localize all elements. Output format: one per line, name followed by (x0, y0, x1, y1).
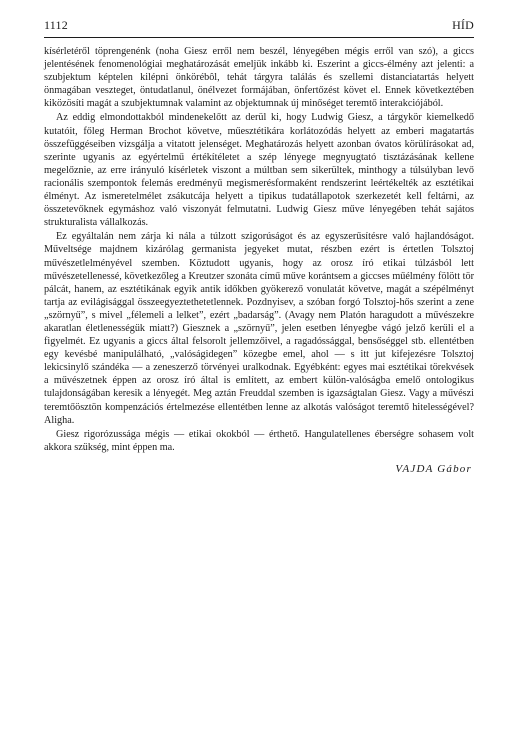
page-header (44, 18, 474, 33)
document-page (44, 18, 474, 475)
header-rule (44, 37, 474, 38)
page-number: 1112 (44, 18, 68, 32)
journal-title: HÍD (452, 18, 474, 32)
paragraph: kísérletéről töprengenénk (noha Giesz erről nem beszél, lényegében mégis erről van szó), a giccs jelentésének fenomenológiai meghatározását emeljük inkább ki. Eszerint a giccs-élmény azt jelenti: a szubjektum képtelen kilépni önkörébôl, tehát tárgyra találás és szellemi distanciatartás helyett önmagában veszteget, öntudatlanul, önélvezet formájában, önfertőzést követ el. Ennek következtében kiközösíti magát a szubjektumnak valamint az objektumnak új minőséget teremtő interakciójából. (44, 46, 474, 110)
author-signature: VAJDA Gábor (395, 462, 472, 475)
paragraph: Ez egyáltalán nem zárja ki nála a túlzott szigorúságot és az egyszerűsítésre való hajlandóságot. Műveltsége majdnem kizárólag germanista jegyeket mutat, részben ezért is értetlen Tolsztoj művészetlelményével szemben. Köztudott ugyanis, hogy az orosz író etikai túlzásból lett művészetellenessé, következőleg a Kreutzer szonáta című műve korántsem a giccses műélmény fölött tör pálcát, hanem, az esztétikának egyik antik időkben gyökerező vonulatát követve, magát a szépélményt tartja az evilágisággal összeegyeztethetetlennek. Pozdnyisev, a szóban forgó Tolsztoj-hős szerint a zene „szörnyű”, s mivel „félemeli a lelket”, ezért „badarság”. (Avagy nem Platón haragudott a művészekre akaratlan életlenességük miatt?) Giesznek a „szörnyű”, jelen esetben lényegbe vágó jelző kerüli el a figyelmét. Ez ugyanis a giccs által felsorolt jellemzőivel, a ragadóssággal, bensőséggel stb. ellentétben egy kevésbé manipulálható, „valóságidegen” közegbe emel, ahol — s itt jut kifejezésre Tolsztoj lekicsinylő szándéka — a zeneszerző törvényei uralkodnak. Egyébként: egyes mai esztétikai törekvések a művészetnek éppen az orosz író által is említett, az embert külön-valóságba emelő ontologikus tulajdonságában keresik a lényegét. Meg aztán Freuddal szemben is igazságtalan Giesz. Vagy a művészi teremtőösztön kompenzációs értelmezése ellentétben lenne az alkotás valóságot teremtő hitelességével? Aligha. (44, 231, 474, 426)
paragraph: Giesz rigorózussága mégis — etikai okokból — érthető. Hangulatellenes éberségre sohasem volt akkora szükség, mint éppen ma. (44, 428, 474, 453)
article-body (44, 45, 474, 454)
paragraph: Az eddig elmondottakból mindenekelőtt az derül ki, hogy Ludwig Giesz, a tárgykör kiemelkedő kutatóit, főleg Herman Brochot követve, műesztétikára korlátozódás helyett az emberi magatartás összefüggéseiben vizsgálja a vitatott jelenséget. Meghatározás helyett azonban óvatos körülírásokat ad, szerinte ugyanis az egyértelmű értékítéletet a szép lényege megnyugtató tisztázásának kellene megelőznie, az erre irányuló kísérletek viszont a múltban sem sikerültek, minthogy a túlsúlyban levő racionális szempontok felemás eredményű megismerésformaként rendszerint leértékelték az esztétikai élményt. Az ismeretelmélet zsákutcája helyett a tipikus tudatállapotok szerkezetét kell feltárni, az összetevőknek egymáshoz való viszonyát felmutatni. Ludwig Giesz műve lényegében tehát sajátos strukturalista vállalkozás. (44, 112, 474, 229)
